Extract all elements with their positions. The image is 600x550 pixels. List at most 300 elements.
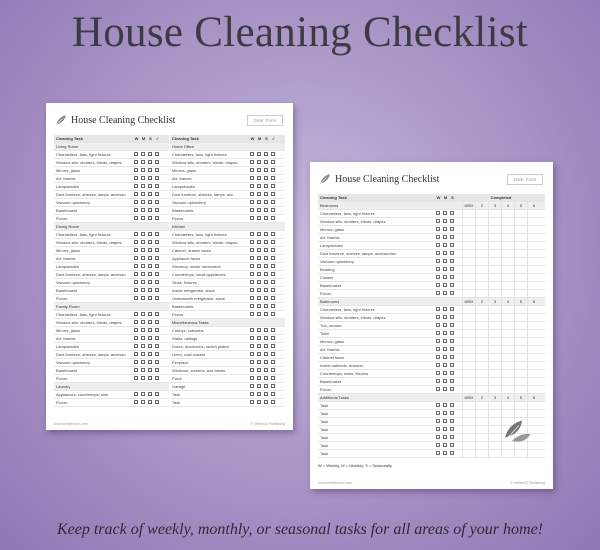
- checkbox[interactable]: [443, 243, 447, 247]
- checkbox[interactable]: [443, 211, 447, 215]
- task-row[interactable]: [54, 327, 169, 335]
- checkbox[interactable]: [450, 339, 454, 343]
- completed-cell[interactable]: [462, 362, 475, 370]
- checkbox[interactable]: [155, 376, 159, 380]
- completed-cell[interactable]: [514, 210, 527, 218]
- completed-cell[interactable]: [514, 274, 527, 282]
- completed-cell[interactable]: [488, 218, 501, 226]
- checkbox[interactable]: [148, 248, 152, 252]
- task-row[interactable]: [54, 255, 169, 263]
- checkbox[interactable]: [250, 248, 254, 252]
- task-row[interactable]: [170, 351, 285, 359]
- checkbox[interactable]: [148, 152, 152, 156]
- task-row[interactable]: [170, 247, 285, 255]
- completed-cell[interactable]: [475, 354, 488, 362]
- completed-cell[interactable]: [475, 418, 488, 426]
- task-row[interactable]: [170, 295, 285, 303]
- checkbox[interactable]: [436, 435, 440, 439]
- checkbox[interactable]: [271, 376, 275, 380]
- completed-cell[interactable]: [462, 378, 475, 386]
- completed-cell[interactable]: [501, 362, 514, 370]
- checkbox[interactable]: [436, 347, 440, 351]
- task-row[interactable]: [170, 207, 285, 215]
- checkbox[interactable]: [141, 200, 145, 204]
- checkbox[interactable]: [271, 360, 275, 364]
- checkbox[interactable]: [141, 360, 145, 364]
- completed-cell[interactable]: [488, 354, 501, 362]
- checkbox[interactable]: [141, 392, 145, 396]
- task-row[interactable]: [54, 167, 169, 175]
- checkbox[interactable]: [155, 296, 159, 300]
- completed-cell[interactable]: [462, 434, 475, 442]
- completed-cell[interactable]: [488, 306, 501, 314]
- checkbox[interactable]: [257, 392, 261, 396]
- completed-cell[interactable]: [475, 402, 488, 410]
- completed-cell[interactable]: [462, 258, 475, 266]
- checkbox[interactable]: [450, 267, 454, 271]
- completed-cell[interactable]: [527, 290, 540, 298]
- checkbox[interactable]: [271, 304, 275, 308]
- completed-cell[interactable]: [488, 386, 501, 394]
- checkbox[interactable]: [264, 312, 268, 316]
- checkbox[interactable]: [155, 352, 159, 356]
- checkbox[interactable]: [134, 376, 138, 380]
- checkbox[interactable]: [148, 184, 152, 188]
- completed-cell[interactable]: [462, 290, 475, 298]
- checkbox[interactable]: [134, 272, 138, 276]
- checkbox[interactable]: [450, 307, 454, 311]
- checkbox[interactable]: [257, 176, 261, 180]
- task-row[interactable]: [170, 191, 285, 199]
- completed-cell[interactable]: [527, 338, 540, 346]
- checkbox[interactable]: [264, 256, 268, 260]
- task-row[interactable]: [318, 250, 545, 258]
- completed-cell[interactable]: [501, 314, 514, 322]
- completed-cell[interactable]: [488, 250, 501, 258]
- checkbox[interactable]: [271, 248, 275, 252]
- checkbox[interactable]: [264, 184, 268, 188]
- checkbox[interactable]: [264, 192, 268, 196]
- checkbox[interactable]: [271, 232, 275, 236]
- checkbox[interactable]: [257, 192, 261, 196]
- checkbox[interactable]: [250, 384, 254, 388]
- checkbox[interactable]: [436, 235, 440, 239]
- checkbox[interactable]: [257, 216, 261, 220]
- completed-cell[interactable]: [462, 322, 475, 330]
- task-row[interactable]: [318, 402, 545, 410]
- completed-cell[interactable]: [527, 274, 540, 282]
- checkbox[interactable]: [450, 371, 454, 375]
- checkbox[interactable]: [264, 264, 268, 268]
- completed-cell[interactable]: [514, 226, 527, 234]
- task-row[interactable]: [54, 335, 169, 343]
- completed-cell[interactable]: [475, 378, 488, 386]
- checkbox[interactable]: [250, 328, 254, 332]
- checkbox[interactable]: [250, 368, 254, 372]
- task-row[interactable]: [170, 279, 285, 287]
- completed-cell[interactable]: [501, 218, 514, 226]
- checkbox[interactable]: [443, 307, 447, 311]
- checkbox[interactable]: [250, 200, 254, 204]
- task-row[interactable]: [318, 354, 545, 362]
- checkbox[interactable]: [155, 320, 159, 324]
- checkbox[interactable]: [134, 392, 138, 396]
- task-row[interactable]: [318, 210, 545, 218]
- date-field[interactable]: Date: Form: [247, 115, 283, 126]
- checkbox[interactable]: [148, 208, 152, 212]
- checkbox[interactable]: [148, 336, 152, 340]
- checkbox[interactable]: [141, 192, 145, 196]
- completed-cell[interactable]: [475, 442, 488, 450]
- completed-cell[interactable]: [501, 402, 514, 410]
- completed-cell[interactable]: [475, 386, 488, 394]
- checkbox[interactable]: [155, 208, 159, 212]
- task-row[interactable]: [170, 215, 285, 223]
- checkbox[interactable]: [141, 296, 145, 300]
- task-row[interactable]: [54, 247, 169, 255]
- completed-cell[interactable]: [488, 282, 501, 290]
- checkbox[interactable]: [264, 368, 268, 372]
- completed-cell[interactable]: [488, 450, 501, 458]
- checkbox[interactable]: [436, 363, 440, 367]
- completed-cell[interactable]: [488, 402, 501, 410]
- checkbox[interactable]: [155, 344, 159, 348]
- checkbox[interactable]: [250, 304, 254, 308]
- checkbox[interactable]: [250, 184, 254, 188]
- checkbox[interactable]: [264, 376, 268, 380]
- completed-cell[interactable]: [527, 378, 540, 386]
- checkbox[interactable]: [155, 200, 159, 204]
- date-field[interactable]: Date: Form: [507, 174, 543, 185]
- completed-cell[interactable]: [527, 266, 540, 274]
- checkbox[interactable]: [155, 288, 159, 292]
- completed-cell[interactable]: [462, 266, 475, 274]
- checkbox[interactable]: [443, 403, 447, 407]
- completed-cell[interactable]: [514, 346, 527, 354]
- completed-cell[interactable]: [462, 250, 475, 258]
- checkbox[interactable]: [148, 232, 152, 236]
- checkbox[interactable]: [155, 160, 159, 164]
- checkbox[interactable]: [141, 288, 145, 292]
- checkbox[interactable]: [443, 235, 447, 239]
- checkbox[interactable]: [148, 192, 152, 196]
- checkbox[interactable]: [264, 272, 268, 276]
- completed-cell[interactable]: [514, 242, 527, 250]
- checkbox[interactable]: [264, 296, 268, 300]
- task-row[interactable]: [54, 319, 169, 327]
- completed-cell[interactable]: [475, 282, 488, 290]
- checkbox[interactable]: [250, 176, 254, 180]
- checkbox[interactable]: [271, 280, 275, 284]
- checkbox[interactable]: [450, 403, 454, 407]
- checkbox[interactable]: [436, 307, 440, 311]
- checkbox[interactable]: [250, 264, 254, 268]
- checkbox[interactable]: [264, 360, 268, 364]
- checkbox[interactable]: [141, 176, 145, 180]
- checkbox[interactable]: [257, 160, 261, 164]
- task-row[interactable]: [170, 335, 285, 343]
- completed-cell[interactable]: [488, 322, 501, 330]
- completed-cell[interactable]: [514, 314, 527, 322]
- completed-cell[interactable]: [501, 370, 514, 378]
- completed-cell[interactable]: [475, 274, 488, 282]
- task-row[interactable]: [170, 159, 285, 167]
- completed-cell[interactable]: [527, 218, 540, 226]
- checkbox[interactable]: [436, 371, 440, 375]
- completed-cell[interactable]: [527, 258, 540, 266]
- checkbox[interactable]: [443, 443, 447, 447]
- completed-cell[interactable]: [501, 386, 514, 394]
- checkbox[interactable]: [450, 235, 454, 239]
- completed-cell[interactable]: [514, 290, 527, 298]
- completed-cell[interactable]: [475, 290, 488, 298]
- completed-cell[interactable]: [514, 322, 527, 330]
- checkbox[interactable]: [257, 312, 261, 316]
- completed-cell[interactable]: [527, 450, 540, 458]
- task-row[interactable]: [170, 183, 285, 191]
- checkbox[interactable]: [436, 219, 440, 223]
- task-row[interactable]: [54, 231, 169, 239]
- completed-cell[interactable]: [501, 210, 514, 218]
- checkbox[interactable]: [264, 280, 268, 284]
- checkbox[interactable]: [271, 208, 275, 212]
- checkbox[interactable]: [148, 328, 152, 332]
- task-row[interactable]: [318, 274, 545, 282]
- checkbox[interactable]: [155, 312, 159, 316]
- checkbox[interactable]: [257, 280, 261, 284]
- checkbox[interactable]: [134, 280, 138, 284]
- completed-cell[interactable]: [475, 306, 488, 314]
- task-row[interactable]: [54, 375, 169, 383]
- checkbox[interactable]: [443, 283, 447, 287]
- completed-cell[interactable]: [475, 226, 488, 234]
- checkbox[interactable]: [271, 152, 275, 156]
- checkbox[interactable]: [141, 320, 145, 324]
- checkbox[interactable]: [450, 387, 454, 391]
- completed-cell[interactable]: [501, 306, 514, 314]
- checkbox[interactable]: [155, 152, 159, 156]
- completed-cell[interactable]: [514, 354, 527, 362]
- checkbox[interactable]: [155, 232, 159, 236]
- checkbox[interactable]: [155, 392, 159, 396]
- task-row[interactable]: [54, 279, 169, 287]
- checkbox[interactable]: [271, 160, 275, 164]
- completed-cell[interactable]: [462, 450, 475, 458]
- checkbox[interactable]: [257, 272, 261, 276]
- checkbox[interactable]: [264, 208, 268, 212]
- completed-cell[interactable]: [488, 338, 501, 346]
- checkbox[interactable]: [436, 339, 440, 343]
- checkbox[interactable]: [134, 240, 138, 244]
- checkbox[interactable]: [250, 296, 254, 300]
- completed-cell[interactable]: [488, 362, 501, 370]
- checkbox[interactable]: [443, 363, 447, 367]
- checkbox[interactable]: [450, 347, 454, 351]
- completed-cell[interactable]: [475, 330, 488, 338]
- checkbox[interactable]: [443, 267, 447, 271]
- checkbox[interactable]: [257, 328, 261, 332]
- task-row[interactable]: [54, 159, 169, 167]
- checkbox[interactable]: [141, 240, 145, 244]
- completed-cell[interactable]: [462, 234, 475, 242]
- checkbox[interactable]: [450, 291, 454, 295]
- checkbox[interactable]: [148, 352, 152, 356]
- task-row[interactable]: [170, 383, 285, 391]
- completed-cell[interactable]: [501, 322, 514, 330]
- checkbox[interactable]: [264, 336, 268, 340]
- completed-cell[interactable]: [488, 258, 501, 266]
- checkbox[interactable]: [148, 280, 152, 284]
- completed-cell[interactable]: [514, 330, 527, 338]
- completed-cell[interactable]: [488, 370, 501, 378]
- checkbox[interactable]: [134, 344, 138, 348]
- checkbox[interactable]: [443, 227, 447, 231]
- completed-cell[interactable]: [488, 210, 501, 218]
- checkbox[interactable]: [450, 219, 454, 223]
- completed-cell[interactable]: [475, 450, 488, 458]
- completed-cell[interactable]: [527, 314, 540, 322]
- completed-cell[interactable]: [488, 314, 501, 322]
- completed-cell[interactable]: [475, 410, 488, 418]
- checkbox[interactable]: [155, 328, 159, 332]
- checkbox[interactable]: [141, 352, 145, 356]
- completed-cell[interactable]: [527, 226, 540, 234]
- task-row[interactable]: [54, 287, 169, 295]
- completed-cell[interactable]: [501, 338, 514, 346]
- checkbox[interactable]: [436, 251, 440, 255]
- checkbox[interactable]: [450, 315, 454, 319]
- checkbox[interactable]: [148, 168, 152, 172]
- task-row[interactable]: [318, 370, 545, 378]
- checkbox[interactable]: [250, 208, 254, 212]
- checkbox[interactable]: [264, 344, 268, 348]
- checkbox[interactable]: [436, 259, 440, 263]
- task-row[interactable]: [318, 346, 545, 354]
- checkbox[interactable]: [450, 331, 454, 335]
- task-row[interactable]: [54, 367, 169, 375]
- checkbox[interactable]: [134, 208, 138, 212]
- checkbox[interactable]: [257, 336, 261, 340]
- checkbox[interactable]: [450, 259, 454, 263]
- checkbox[interactable]: [134, 168, 138, 172]
- checkbox[interactable]: [443, 291, 447, 295]
- completed-cell[interactable]: [527, 234, 540, 242]
- checkbox[interactable]: [264, 288, 268, 292]
- checkbox[interactable]: [450, 355, 454, 359]
- checkbox[interactable]: [148, 400, 152, 404]
- completed-cell[interactable]: [462, 226, 475, 234]
- checkbox[interactable]: [155, 240, 159, 244]
- checkbox[interactable]: [257, 168, 261, 172]
- checkbox[interactable]: [134, 368, 138, 372]
- checkbox[interactable]: [264, 232, 268, 236]
- checkbox[interactable]: [436, 283, 440, 287]
- checkbox[interactable]: [271, 264, 275, 268]
- task-row[interactable]: [318, 266, 545, 274]
- completed-cell[interactable]: [527, 362, 540, 370]
- task-row[interactable]: [170, 271, 285, 279]
- checkbox[interactable]: [155, 248, 159, 252]
- task-row[interactable]: [318, 322, 545, 330]
- checkbox[interactable]: [257, 256, 261, 260]
- checkbox[interactable]: [257, 288, 261, 292]
- checkbox[interactable]: [257, 376, 261, 380]
- checkbox[interactable]: [134, 216, 138, 220]
- completed-cell[interactable]: [527, 386, 540, 394]
- checkbox[interactable]: [443, 387, 447, 391]
- checkbox[interactable]: [250, 168, 254, 172]
- completed-cell[interactable]: [514, 218, 527, 226]
- checkbox[interactable]: [271, 272, 275, 276]
- checkbox[interactable]: [134, 264, 138, 268]
- checkbox[interactable]: [148, 376, 152, 380]
- task-row[interactable]: [54, 215, 169, 223]
- checkbox[interactable]: [134, 320, 138, 324]
- checkbox[interactable]: [271, 200, 275, 204]
- checkbox[interactable]: [250, 216, 254, 220]
- checkbox[interactable]: [134, 352, 138, 356]
- completed-cell[interactable]: [514, 450, 527, 458]
- task-row[interactable]: [318, 242, 545, 250]
- checkbox[interactable]: [155, 256, 159, 260]
- checkbox[interactable]: [250, 376, 254, 380]
- completed-cell[interactable]: [475, 322, 488, 330]
- checkbox[interactable]: [271, 384, 275, 388]
- checkbox[interactable]: [134, 288, 138, 292]
- task-row[interactable]: [54, 191, 169, 199]
- checkbox[interactable]: [148, 344, 152, 348]
- checkbox[interactable]: [257, 344, 261, 348]
- completed-cell[interactable]: [462, 370, 475, 378]
- checkbox[interactable]: [148, 176, 152, 180]
- task-row[interactable]: [318, 362, 545, 370]
- checkbox[interactable]: [134, 400, 138, 404]
- checkbox[interactable]: [443, 259, 447, 263]
- checkbox[interactable]: [134, 328, 138, 332]
- completed-cell[interactable]: [514, 266, 527, 274]
- checkbox[interactable]: [148, 240, 152, 244]
- checkbox[interactable]: [436, 443, 440, 447]
- checkbox[interactable]: [134, 152, 138, 156]
- checkbox[interactable]: [271, 184, 275, 188]
- completed-cell[interactable]: [501, 250, 514, 258]
- checkbox[interactable]: [257, 208, 261, 212]
- checkbox[interactable]: [250, 256, 254, 260]
- completed-cell[interactable]: [475, 370, 488, 378]
- task-row[interactable]: [54, 207, 169, 215]
- task-row[interactable]: [318, 450, 545, 458]
- checkbox[interactable]: [450, 419, 454, 423]
- completed-cell[interactable]: [514, 250, 527, 258]
- task-row[interactable]: [170, 239, 285, 247]
- checkbox[interactable]: [257, 152, 261, 156]
- checkbox[interactable]: [257, 248, 261, 252]
- checkbox[interactable]: [134, 296, 138, 300]
- task-row[interactable]: [54, 391, 169, 399]
- checkbox[interactable]: [141, 280, 145, 284]
- checkbox[interactable]: [271, 344, 275, 348]
- checkbox[interactable]: [271, 168, 275, 172]
- checkbox[interactable]: [436, 331, 440, 335]
- task-row[interactable]: [318, 330, 545, 338]
- task-row[interactable]: [54, 263, 169, 271]
- completed-cell[interactable]: [514, 362, 527, 370]
- checkbox[interactable]: [271, 216, 275, 220]
- checkbox[interactable]: [264, 168, 268, 172]
- task-row[interactable]: [170, 343, 285, 351]
- checkbox[interactable]: [257, 296, 261, 300]
- checkbox[interactable]: [264, 176, 268, 180]
